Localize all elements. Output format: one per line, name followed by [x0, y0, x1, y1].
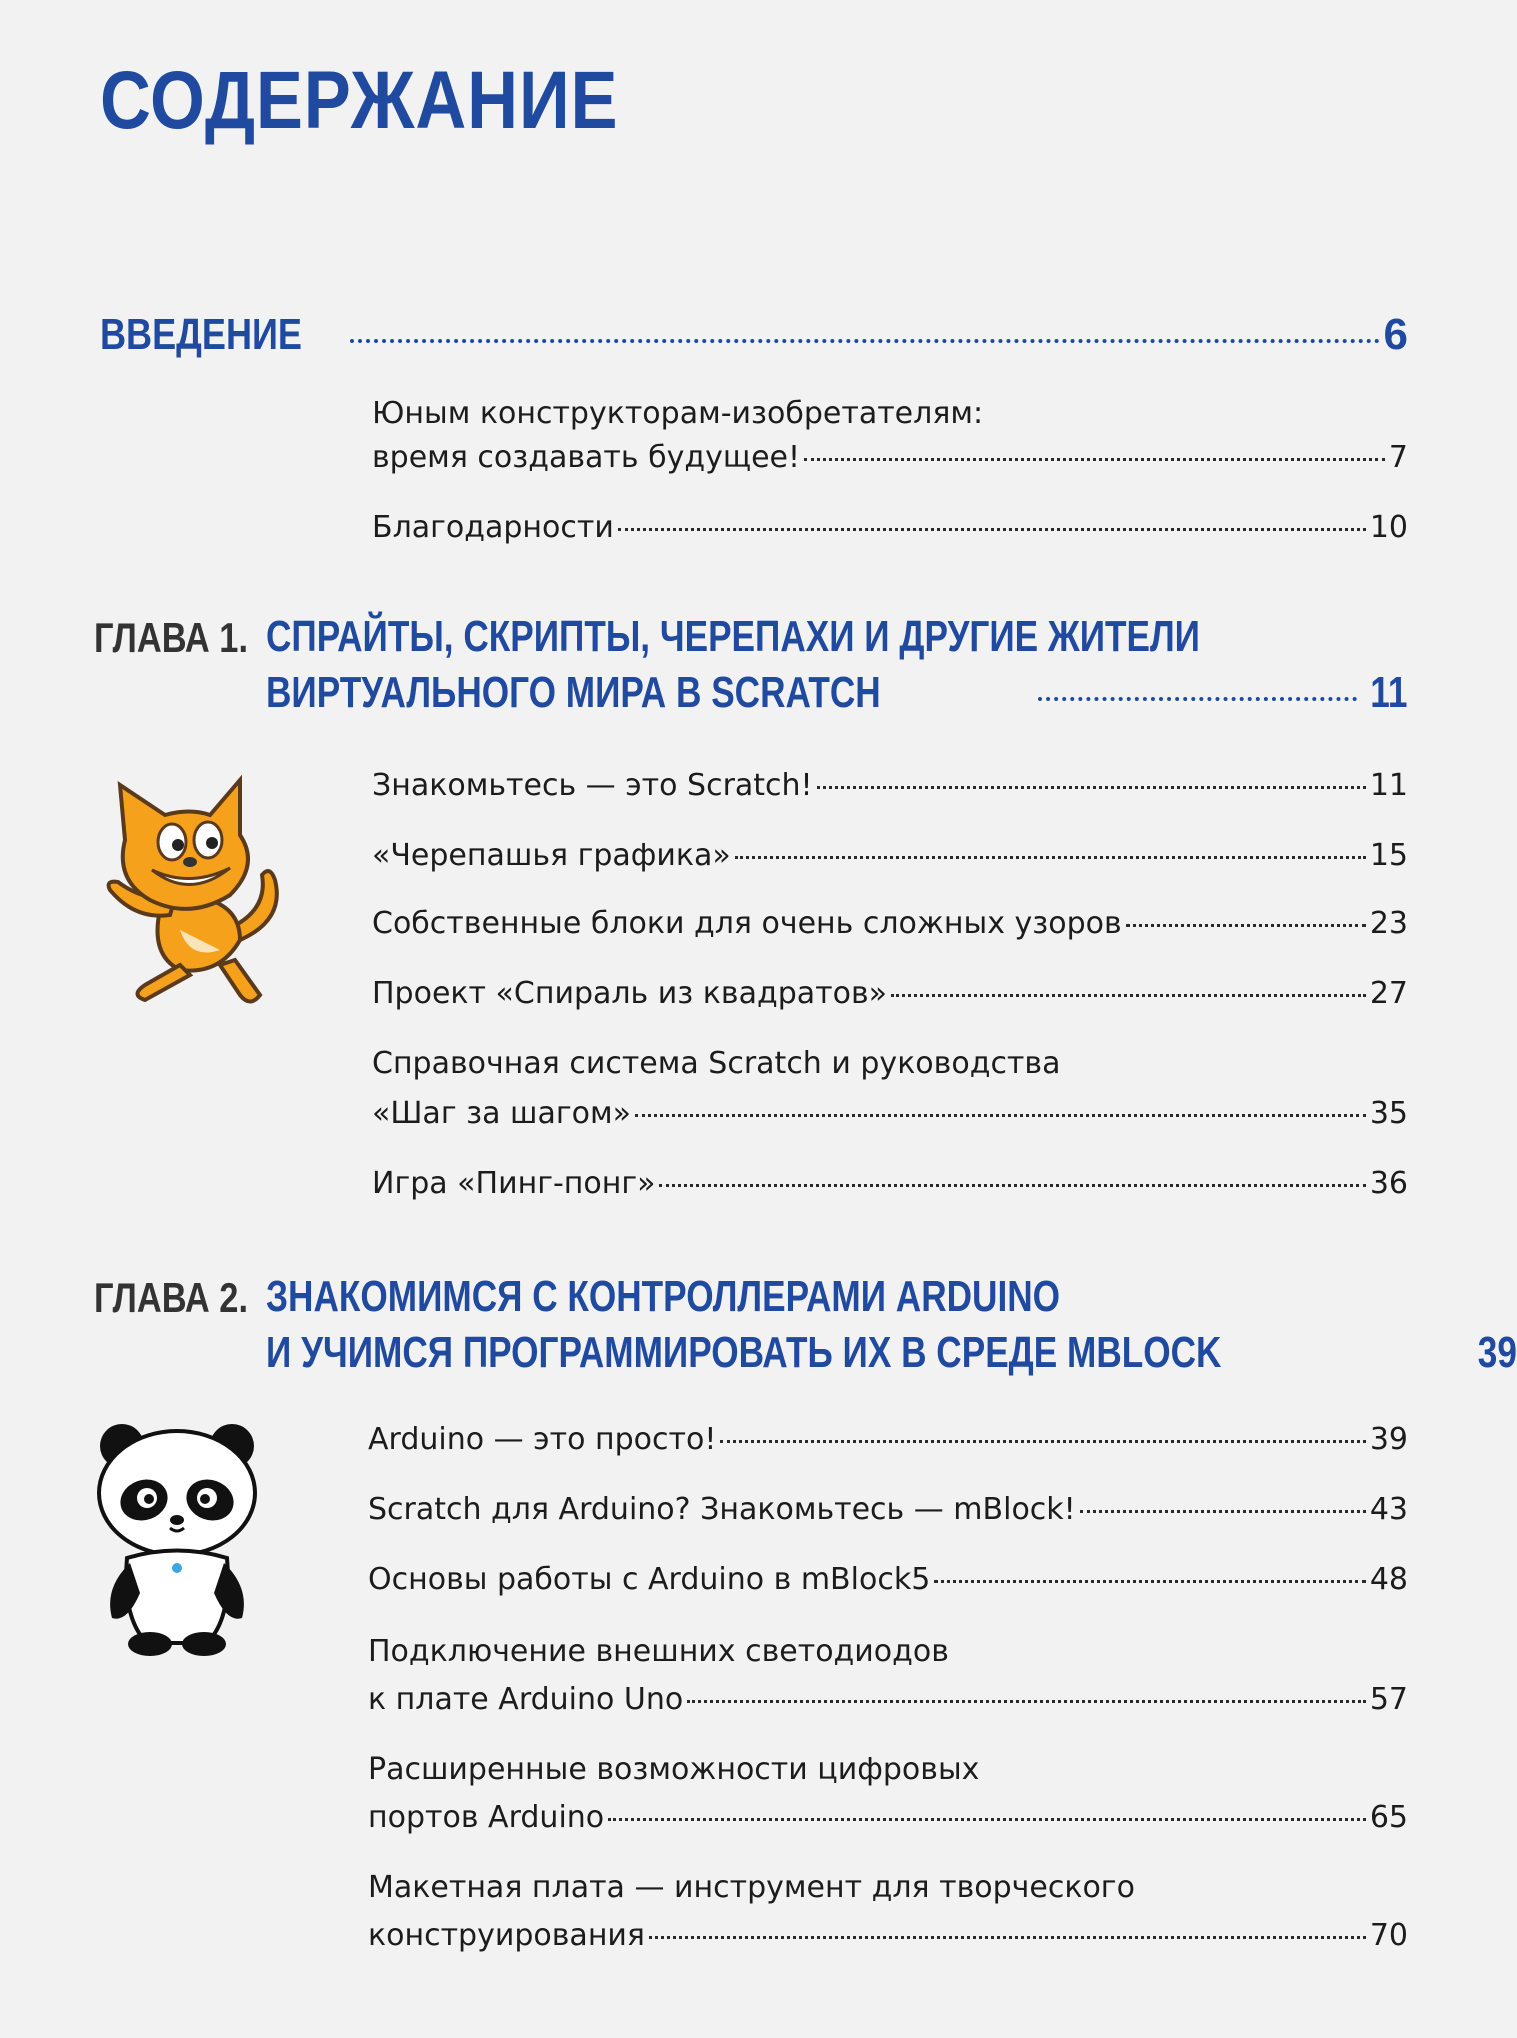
chapter-1-prefix: ГЛАВА 1. [94, 614, 249, 661]
scratch-cat-icon [90, 770, 290, 1010]
toc-entry: «Шаг за шагом» 35 [372, 1096, 1408, 1131]
chapter-2-page: 39 [1478, 1328, 1517, 1377]
toc-entry-line: Макетная плата — инструмент для творческого [368, 1870, 1135, 1905]
toc-entry: Игра «Пинг-понг» 36 [372, 1166, 1408, 1201]
toc-entry-line: Подключение внешних светодиодов [368, 1634, 949, 1669]
toc-entry: Благодарности 10 [372, 510, 1408, 545]
toc-entry-line: Юным конструкторам-изобретателям: [372, 396, 984, 431]
intro-page: 6 [1383, 310, 1408, 359]
toc-entry-line: Расширенные возможности цифровых [368, 1752, 980, 1787]
panda-icon [92, 1418, 262, 1658]
toc-entry: Проект «Спираль из квадратов» 27 [372, 976, 1408, 1011]
chapter-1-title: СПРАЙТЫ, СКРИПТЫ, ЧЕРЕПАХИ И ДРУГИЕ ЖИТЕЛИ [266, 612, 1200, 661]
toc-entry: Scratch для Arduino? Знакомьтесь — mBlock! 43 [368, 1492, 1408, 1527]
chapter-1-heading: ВИРТУАЛЬНОГО МИРА В SCRATCH 11 [266, 668, 1408, 717]
toc-entry: Знакомьтесь — это Scratch! 11 [372, 768, 1408, 803]
toc-entry: Собственные блоки для очень сложных узоров 23 [372, 906, 1408, 941]
chapter-2-heading: И УЧИМСЯ ПРОГРАММИРОВАТЬ ИХ В СРЕДЕ MBLOCK 39 [266, 1328, 1517, 1377]
toc-entry: к плате Arduino Uno 57 [368, 1682, 1408, 1717]
toc-entry: «Черепашья графика» 15 [372, 838, 1408, 873]
toc-entry: портов Arduino 65 [368, 1800, 1408, 1835]
chapter-2-title: ЗНАКОМИМСЯ С КОНТРОЛЛЕРАМИ ARDUINO [266, 1272, 1061, 1321]
toc-entry: время создавать будущее! 7 [372, 440, 1408, 475]
intro-heading [100, 310, 1408, 360]
leader-dots [350, 339, 1379, 343]
intro-label: ВВЕДЕНИЕ [100, 310, 303, 359]
page-title: СОДЕРЖАНИЕ [100, 55, 619, 146]
toc-entry: Arduino — это просто! 39 [368, 1422, 1408, 1457]
chapter-1-page: 11 [1370, 668, 1408, 717]
chapter-2-prefix: ГЛАВА 2. [94, 1274, 249, 1321]
toc-entry: конструирования 70 [368, 1918, 1408, 1953]
toc-entry: Основы работы с Arduino в mBlock5 48 [368, 1562, 1408, 1597]
toc-entry-line: Справочная система Scratch и руководства [372, 1046, 1061, 1081]
